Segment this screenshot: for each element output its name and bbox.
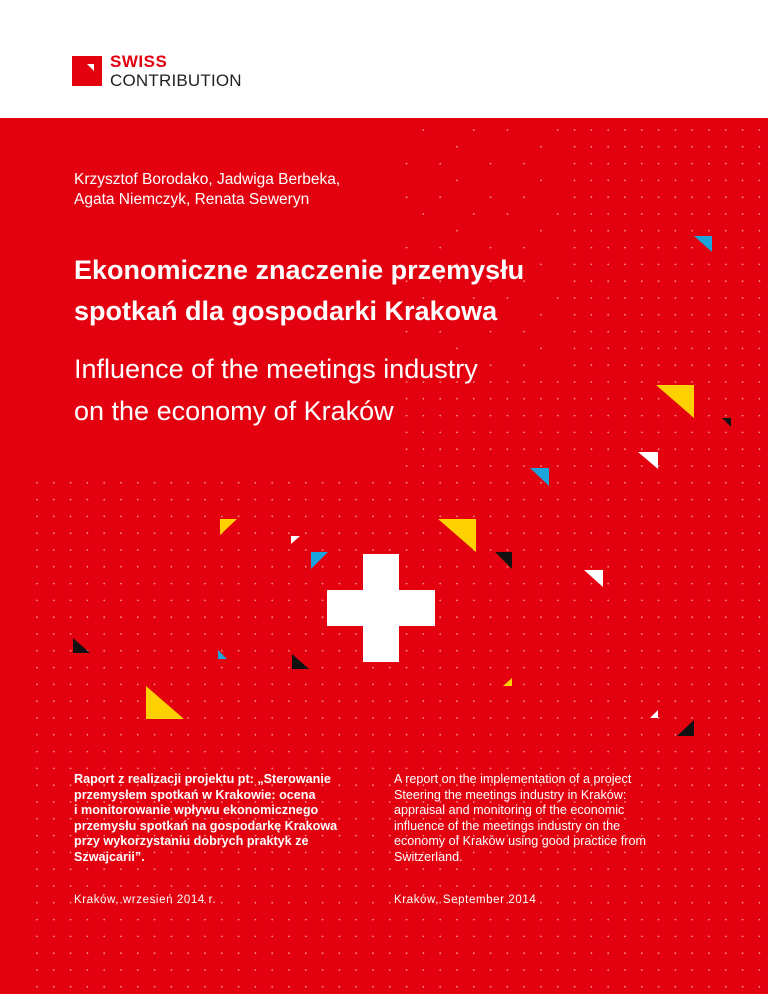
triangle-black-2 xyxy=(495,552,512,569)
logo-swiss: SWISS xyxy=(110,52,168,71)
triangle-yellow-1 xyxy=(656,385,694,418)
title-polish-line-1: Ekonomiczne znaczenie przemysłu xyxy=(74,255,525,285)
triangle-yellow-5 xyxy=(146,686,184,719)
description-english-line: influence of the meetings industry on the xyxy=(394,818,621,833)
triangle-white-1 xyxy=(638,452,658,469)
header xyxy=(0,0,768,118)
description-english-line: appraisal and monitoring of the economic xyxy=(394,803,625,817)
triangle-white-4 xyxy=(650,710,658,718)
authors-line-1: Krzysztof Borodako, Jadwiga Berbeka, xyxy=(74,171,341,188)
cover xyxy=(0,118,768,994)
description-polish-line: przy wykorzystaniu dobrych praktyk ze xyxy=(74,834,309,848)
triangle-black-3 xyxy=(73,638,90,653)
place-date-english: Kraków, September 2014 xyxy=(394,894,537,906)
triangle-blue-3 xyxy=(311,552,328,569)
title-english-line-1: Influence of the meetings industry xyxy=(74,354,478,384)
triangle-yellow-2 xyxy=(438,519,476,552)
place-date-polish: Kraków, wrzesień 2014 r. xyxy=(74,894,217,906)
description-english-line: economy of Kraków using good practice from xyxy=(394,834,646,848)
description-polish-line: przemysłem spotkań w Krakowie: ocena xyxy=(74,787,316,802)
authors-line-2: Agata Niemczyk, Renata Seweryn xyxy=(74,191,310,208)
description-english-line: Switzerland. xyxy=(394,849,463,864)
description-english-line: Steering the meetings industry in Kraków: xyxy=(394,787,627,802)
triangle-blue-1 xyxy=(694,236,712,252)
logo-contribution: CONTRIBUTION xyxy=(110,71,242,90)
description-polish xyxy=(74,772,374,865)
triangle-blue-4 xyxy=(218,650,227,659)
triangle-yellow-3 xyxy=(220,519,237,535)
swiss-cross-icon xyxy=(327,554,435,662)
description-english xyxy=(394,772,694,865)
triangle-blue-2 xyxy=(530,468,549,486)
triangle-white-3 xyxy=(291,536,300,544)
title-english-line-2: on the economy of Kraków xyxy=(74,396,394,426)
logo-text xyxy=(110,52,242,90)
description-polish-line: i monitorowanie wpływu ekonomicznego xyxy=(74,803,319,817)
triangle-black-1 xyxy=(722,418,731,427)
triangle-black-5 xyxy=(677,720,694,736)
triangle-black-4 xyxy=(292,654,309,669)
description-polish-line: Szwajcarii”. xyxy=(74,849,145,864)
swiss-contribution-logo-icon xyxy=(72,56,102,86)
triangle-white-2 xyxy=(584,570,603,587)
triangle-yellow-4 xyxy=(503,678,512,686)
description-english-line: A report on the implementation of a project xyxy=(394,772,632,786)
description-polish-line: przemysłu spotkań na gospodarkę Krakowa xyxy=(74,818,338,833)
title-polish-line-2: spotkań dla gospodarki Krakowa xyxy=(74,296,498,326)
description-polish-line: Raport z realizacji projektu pt: „Sterowanie xyxy=(74,772,331,786)
